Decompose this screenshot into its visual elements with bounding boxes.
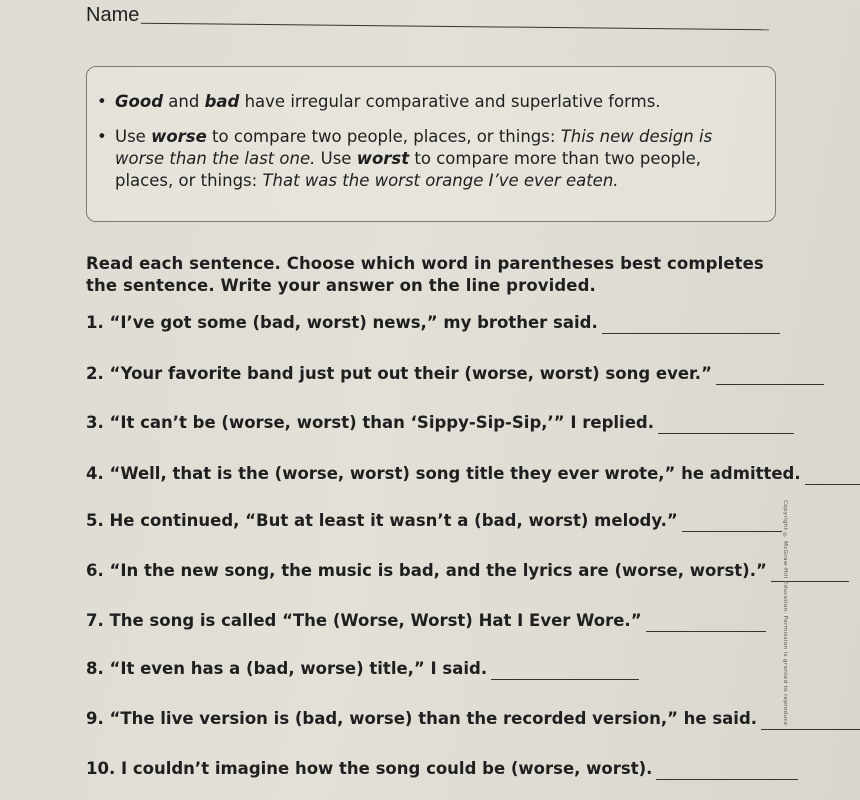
- rule-worse-worst: [97, 126, 745, 192]
- answer-line-8[interactable]: [491, 663, 639, 680]
- name-answer-line[interactable]: [141, 5, 769, 31]
- question-text: 3. “It can’t be (worse, worst) than ‘Sippy-Sip-Sip,’” I replied.: [86, 413, 654, 432]
- question-text: 5. He continued, “But at least it wasn’t a (bad, worst) melody.”: [86, 511, 678, 530]
- question-6: [86, 560, 849, 582]
- answer-line-5[interactable]: [682, 515, 782, 532]
- question-10: [86, 758, 798, 780]
- question-text: 8. “It even has a (bad, worse) title,” I said.: [86, 659, 488, 678]
- question-2: [86, 363, 824, 385]
- question-text: 10. I couldn’t imagine how the song could be (worse, worst).: [86, 759, 653, 778]
- rule-segment: bad: [204, 92, 240, 111]
- question-4: [86, 463, 860, 485]
- name-field: [86, 4, 769, 27]
- answer-line-7[interactable]: [646, 615, 766, 632]
- question-7: [86, 610, 766, 632]
- question-text: 6. “In the new song, the music is bad, and the lyrics are (worse, worst).”: [86, 561, 767, 580]
- question-text: 9. “The live version is (bad, worse) than the recorded version,” he said.: [86, 709, 758, 728]
- rule-segment: Use: [315, 149, 357, 168]
- answer-line-3[interactable]: [658, 417, 794, 434]
- rule-good-bad: [97, 91, 745, 113]
- question-8: [86, 658, 639, 680]
- question-text: 1. “I’ve got some (bad, worst) news,” my brother said.: [86, 313, 598, 332]
- question-text: 7. The song is called “The (Worse, Worst) Hat I Ever Wore.”: [86, 611, 642, 630]
- answer-line-1[interactable]: [602, 317, 780, 334]
- question-5: [86, 510, 782, 532]
- answer-line-2[interactable]: [716, 368, 824, 385]
- question-1: [86, 312, 780, 334]
- question-3: [86, 412, 794, 434]
- rule-example: This new design is worse than the last one.: [115, 127, 713, 168]
- copyright-notice: Copyright © McGraw-Hill Education. Permission is granted to reproduce: [782, 500, 788, 726]
- rule-segment: worse: [151, 127, 207, 146]
- bullet: •: [97, 127, 107, 146]
- question-text: 2. “Your favorite band just put out their (worse, worst) song ever.”: [86, 364, 712, 383]
- rule-segment: to compare two people, places, or things:: [206, 127, 561, 146]
- directions: Read each sentence. Choose which word in parentheses best completes the sentence. Write your answer on the line provided.: [86, 254, 764, 295]
- rule-segment: worst: [356, 149, 410, 168]
- rule-segment: have irregular comparative and superlative forms.: [239, 92, 661, 111]
- rule-segment: and: [163, 92, 205, 111]
- name-label: Name: [86, 4, 140, 26]
- question-text: 4. “Well, that is the (worse, worst) song title they ever wrote,” he admitted.: [86, 464, 801, 483]
- answer-line-4[interactable]: [805, 468, 860, 485]
- bullet: •: [97, 92, 107, 111]
- grammar-rule-box: [86, 66, 776, 222]
- rule-segment: to compare more than two people, places, or things:: [115, 149, 702, 190]
- rule-segment: Good: [115, 92, 164, 111]
- question-9: [86, 708, 860, 730]
- rule-segment: Use: [115, 127, 152, 146]
- rule-example: That was the worst orange I’ve ever eaten.: [262, 171, 619, 190]
